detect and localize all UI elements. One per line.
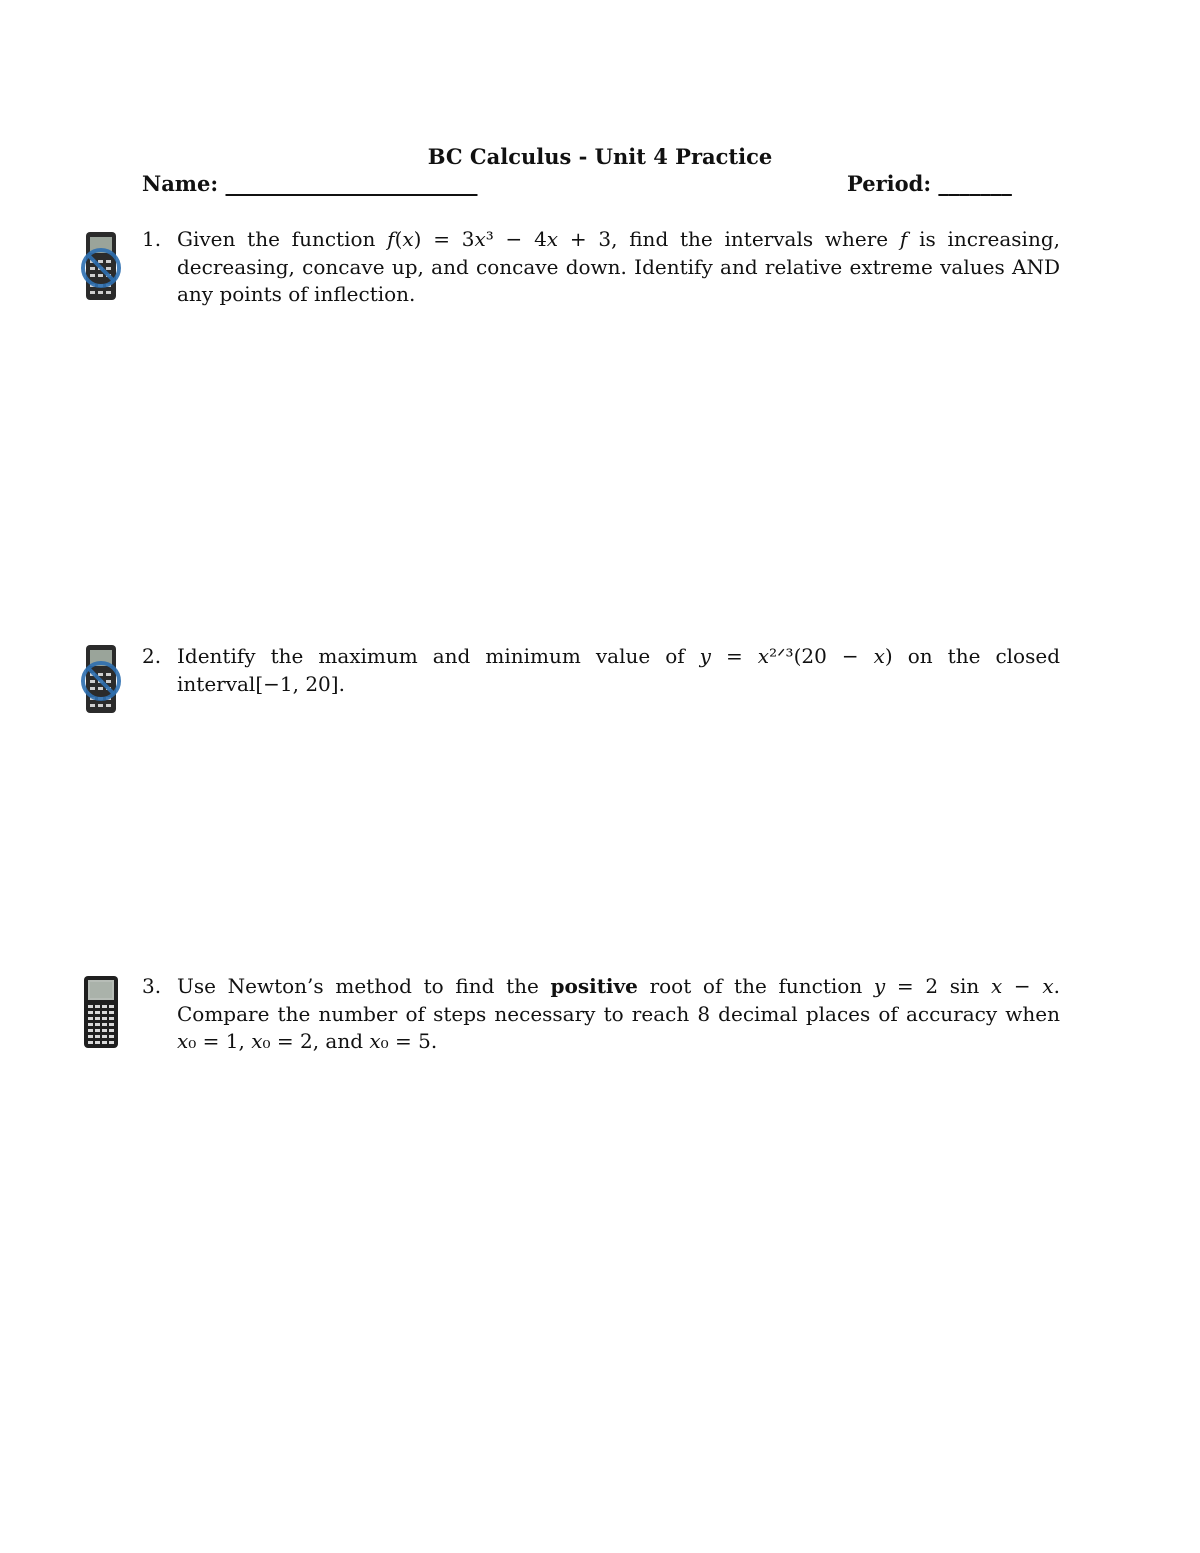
problem-text: Given the function 𝑓(𝑥) = 3𝑥³ − 4𝑥 + 3, find the intervals where 𝑓 is increasing, decreasing, concave up, and concave down. Identify and relative extreme values AND any points of inflection. bbox=[177, 227, 1060, 306]
name-field-label: Name: ________________________ bbox=[142, 171, 478, 196]
problem-text-b: root of the function 𝑦 = 2 sin 𝑥 − 𝑥. Compare the number of steps necessary to reach 8 decimal places of accuracy when 𝑥₀ = 1, 𝑥₀ = 2, and 𝑥₀ = 5. bbox=[177, 974, 1060, 1053]
calculator-allowed-icon bbox=[80, 974, 122, 1046]
problem-text-a: Use Newton’s method to find the bbox=[177, 974, 551, 998]
problem-number: 3. bbox=[142, 974, 162, 998]
problem-text bbox=[177, 973, 1060, 1056]
problem-number: 2. bbox=[142, 644, 162, 668]
period-field-label: Period: _______ bbox=[847, 171, 1012, 196]
problem-3 bbox=[142, 973, 1060, 1056]
page-title: BC Calculus - Unit 4 Practice bbox=[427, 144, 773, 169]
calculator-prohibited-icon bbox=[80, 230, 122, 302]
calculator-prohibited-icon bbox=[80, 643, 122, 715]
problem-2 bbox=[142, 643, 1060, 698]
problem-number: 1. bbox=[142, 227, 162, 251]
problem-text-bold: positive bbox=[550, 974, 638, 998]
problem-text: Identify the maximum and minimum value of 𝑦 = 𝑥²ᐟ³(20 − 𝑥) on the closed interval[−1, 20]. bbox=[177, 644, 1060, 696]
problem-1 bbox=[142, 226, 1060, 309]
